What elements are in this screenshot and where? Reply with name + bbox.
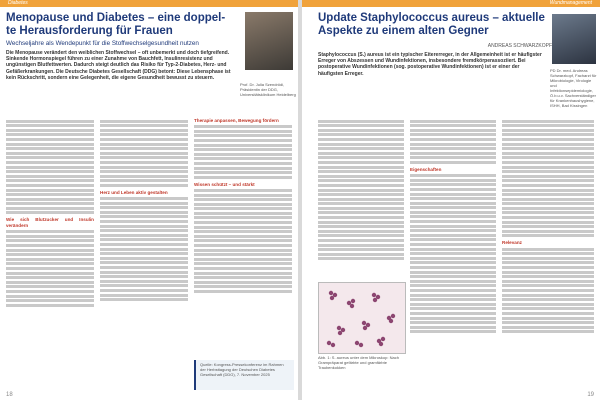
text-line — [100, 280, 188, 283]
text-line — [410, 174, 496, 177]
text-line — [6, 143, 94, 146]
text-line — [6, 138, 94, 141]
page-number-right: 19 — [587, 392, 594, 398]
text-line — [194, 167, 292, 170]
text-line — [318, 170, 404, 173]
text-line — [502, 284, 594, 287]
text-line — [100, 202, 188, 205]
text-line — [318, 221, 404, 224]
text-line — [194, 189, 292, 192]
text-column-2 — [100, 118, 188, 390]
text-line — [194, 235, 292, 238]
text-line — [502, 230, 594, 233]
text-line — [100, 284, 188, 287]
text-line — [6, 276, 94, 279]
text-line — [502, 252, 594, 255]
text-line — [194, 221, 292, 224]
text-line — [410, 138, 496, 141]
text-line — [410, 161, 496, 164]
text-line — [194, 157, 292, 160]
text-line — [194, 230, 292, 233]
source-note: Quelle: Kongress-Pressekonferenz im Rahmen der Herbsttagung der Deutschen Diabetes Gesellschaft (DDG), 7. November 2025 — [200, 362, 284, 377]
text-line — [502, 261, 594, 264]
text-line — [194, 194, 292, 197]
text-line — [6, 239, 94, 242]
text-line — [502, 266, 594, 269]
text-line — [502, 120, 594, 123]
lead-paragraph: Die Menopause verändert den weiblichen Stoffwechsel – oft unbemerkt und doch tiefgreifend. Sinkende Hormonspiegel führen zu einer Zunahme von Bauchfett, Insulinresistenz und ungünstigen Blutfettwerten. Dadurch steigt deutlich das Risiko für Typ-2-Diabetes, Herz- und Gefäßerkrankungen. Die Deutsche Diabetes Gesellschaft (DDG) betont: Diese Lebensphase ist kein Rückschritt, sondern eine Gelegenheit, die eigene Gesundheit bewusst zu steuern. — [6, 50, 231, 81]
text-line — [100, 238, 188, 241]
text-line — [6, 170, 94, 173]
text-line — [100, 257, 188, 260]
text-line — [6, 304, 94, 307]
text-line — [100, 129, 188, 132]
text-line — [318, 239, 404, 242]
text-column-2 — [410, 118, 496, 390]
text-line — [100, 166, 188, 169]
text-line — [194, 171, 292, 174]
text-line — [194, 153, 292, 156]
text-line — [6, 198, 94, 201]
text-line — [502, 211, 594, 214]
text-line — [100, 215, 188, 218]
title-line-2: te Herausforderung für Frauen — [6, 25, 173, 37]
text-line — [194, 207, 292, 210]
text-line — [100, 197, 188, 200]
text-line — [100, 152, 188, 155]
text-line — [410, 303, 496, 306]
text-line — [502, 193, 594, 196]
text-line — [6, 258, 94, 261]
text-line — [410, 193, 496, 196]
text-line — [6, 202, 94, 205]
author-name: ANDREAS SCHWARZKOPF — [487, 43, 552, 49]
text-line — [100, 234, 188, 237]
text-line — [410, 211, 496, 214]
text-line — [194, 267, 292, 270]
text-line — [410, 220, 496, 223]
text-column-1 — [6, 118, 94, 390]
subheading-relevance: Relevanz — [502, 240, 522, 246]
text-line — [6, 124, 94, 127]
text-line — [502, 312, 594, 315]
text-line — [6, 262, 94, 265]
article-title — [318, 12, 548, 38]
text-line — [6, 272, 94, 275]
text-line — [194, 276, 292, 279]
text-line — [194, 216, 292, 219]
section-tag: Diabetes — [8, 0, 28, 6]
photo-caption: PD Dr. med. Andreas Schwarzkopf, Facharzt für Mikrobiologie, Virologie und Infektionsepidemiologie, Ö.b.u.v. Sachverständiger für Krankenhaushygiene, ISHH, Bad Kissingen — [550, 68, 597, 108]
text-line — [6, 179, 94, 182]
text-line — [410, 243, 496, 246]
text-line — [502, 152, 594, 155]
text-line — [6, 129, 94, 132]
text-line — [6, 230, 94, 233]
subheading-properties: Eigenschaften — [410, 166, 442, 172]
subheading-therapy: Therapie anpassen, Bewegung fördern — [194, 118, 279, 123]
text-line — [410, 147, 496, 150]
text-line — [410, 317, 496, 320]
text-line — [318, 193, 404, 196]
text-line — [194, 203, 292, 206]
text-line — [100, 229, 188, 232]
text-line — [410, 238, 496, 241]
text-line — [410, 326, 496, 329]
text-line — [194, 281, 292, 284]
text-line — [194, 290, 292, 293]
top-band — [0, 0, 298, 7]
text-line — [6, 290, 94, 293]
text-line — [318, 189, 404, 192]
subheading-heart: Herz und Leben aktiv gestalten — [100, 189, 168, 195]
text-line — [318, 120, 404, 123]
text-line — [100, 206, 188, 209]
text-line — [410, 289, 496, 292]
text-line — [502, 330, 594, 333]
text-line — [6, 235, 94, 238]
text-line — [410, 120, 496, 123]
text-line — [410, 133, 496, 136]
text-line — [410, 330, 496, 333]
text-line — [194, 272, 292, 275]
text-line — [6, 133, 94, 136]
text-line — [6, 285, 94, 288]
text-line — [194, 125, 292, 128]
text-line — [318, 138, 404, 141]
text-line — [100, 289, 188, 292]
text-line — [100, 133, 188, 136]
text-line — [410, 129, 496, 132]
text-line — [100, 294, 188, 297]
text-line — [318, 257, 404, 260]
text-line — [318, 184, 404, 187]
text-line — [502, 147, 594, 150]
text-line — [410, 124, 496, 127]
text-line — [194, 198, 292, 201]
lead-paragraph: Staphylococcus (S.) aureus ist ein typischer Eitererreger, in der Allgemeinheit ist er häufigster Erreger von Abszessen und Wundinfektionen, insbesondere fremdkörperassoziiert. Bei postoperative Wundinfektionen (sog. postoperative Wundinfektionen) ist er einer der häufigsten Erreger. — [318, 52, 542, 77]
text-line — [318, 133, 404, 136]
text-line — [410, 257, 496, 260]
text-line — [502, 143, 594, 146]
text-line — [502, 271, 594, 274]
text-line — [194, 258, 292, 261]
text-line — [100, 138, 188, 141]
text-line — [502, 221, 594, 224]
text-column-1 — [318, 118, 404, 278]
text-line — [318, 124, 404, 127]
text-line — [502, 202, 594, 205]
text-line — [6, 147, 94, 150]
text-line — [318, 253, 404, 256]
text-line — [318, 211, 404, 214]
text-line — [410, 266, 496, 269]
text-line — [100, 124, 188, 127]
text-line — [100, 143, 188, 146]
text-line — [502, 280, 594, 283]
text-line — [194, 226, 292, 229]
text-line — [194, 249, 292, 252]
text-line — [100, 271, 188, 274]
title-line-1: Update Staphylococcus aureus – aktuelle — [318, 12, 545, 24]
text-line — [6, 120, 94, 123]
text-line — [502, 234, 594, 237]
text-line — [6, 184, 94, 187]
text-line — [502, 207, 594, 210]
text-line — [194, 176, 292, 179]
text-line — [410, 179, 496, 182]
text-line — [502, 166, 594, 169]
text-line — [410, 321, 496, 324]
text-line — [502, 225, 594, 228]
text-line — [410, 261, 496, 264]
text-line — [410, 152, 496, 155]
text-line — [100, 261, 188, 264]
text-line — [502, 129, 594, 132]
text-line — [410, 188, 496, 191]
text-line — [6, 244, 94, 247]
text-line — [318, 129, 404, 132]
text-line — [410, 312, 496, 315]
text-line — [318, 198, 404, 201]
text-line — [100, 266, 188, 269]
left-page — [0, 0, 298, 400]
page-number-left: 18 — [6, 392, 13, 398]
text-line — [502, 257, 594, 260]
text-line — [194, 144, 292, 147]
text-column-3 — [502, 118, 594, 390]
text-line — [6, 161, 94, 164]
text-line — [194, 253, 292, 256]
text-line — [502, 298, 594, 301]
text-line — [6, 299, 94, 302]
text-line — [6, 207, 94, 210]
section-tag: Wundmanagement — [549, 0, 592, 6]
text-line — [194, 148, 292, 151]
text-line — [100, 275, 188, 278]
text-line — [194, 130, 292, 133]
text-line — [502, 303, 594, 306]
text-line — [100, 184, 188, 187]
text-line — [194, 134, 292, 137]
text-line — [318, 230, 404, 233]
text-line — [502, 156, 594, 159]
text-line — [318, 216, 404, 219]
text-line — [410, 307, 496, 310]
text-line — [318, 156, 404, 159]
article-subtitle: Wechseljahre als Wendepunkt für die Stoffwechselgesundheit nutzen — [6, 40, 199, 47]
text-line — [194, 162, 292, 165]
text-line — [410, 143, 496, 146]
author-photo — [245, 12, 293, 70]
text-line — [6, 211, 94, 214]
title-line-2: Aspekte zu einem alten Gegner — [318, 25, 489, 37]
text-line — [410, 275, 496, 278]
text-line — [502, 248, 594, 251]
text-line — [6, 175, 94, 178]
text-line — [502, 179, 594, 182]
text-line — [502, 317, 594, 320]
text-line — [502, 124, 594, 127]
text-line — [100, 225, 188, 228]
text-line — [410, 284, 496, 287]
article-title — [6, 12, 241, 38]
text-line — [6, 267, 94, 270]
text-line — [6, 253, 94, 256]
text-line — [318, 175, 404, 178]
staphylococcus-image — [319, 283, 405, 353]
text-line — [410, 234, 496, 237]
text-line — [318, 161, 404, 164]
text-line — [100, 248, 188, 251]
text-line — [502, 184, 594, 187]
right-page — [302, 0, 600, 400]
text-line — [410, 197, 496, 200]
text-line — [6, 152, 94, 155]
text-line — [502, 307, 594, 310]
text-line — [6, 156, 94, 159]
text-line — [6, 193, 94, 196]
text-line — [502, 294, 594, 297]
text-line — [194, 244, 292, 247]
text-line — [318, 225, 404, 228]
text-line — [410, 229, 496, 232]
text-line — [502, 161, 594, 164]
micrograph-figure — [318, 282, 406, 354]
author-photo — [552, 14, 596, 64]
text-line — [100, 252, 188, 255]
text-line — [410, 202, 496, 205]
text-line — [318, 234, 404, 237]
title-line-1: Menopause und Diabetes – eine doppel- — [6, 12, 226, 24]
text-line — [318, 152, 404, 155]
text-line — [410, 280, 496, 283]
text-line — [502, 216, 594, 219]
text-line — [410, 248, 496, 251]
text-line — [100, 243, 188, 246]
text-line — [502, 326, 594, 329]
text-line — [502, 289, 594, 292]
subheading-knowledge: Wissen schützt – und stärkt — [194, 181, 255, 187]
text-line — [318, 244, 404, 247]
text-line — [410, 294, 496, 297]
text-line — [194, 285, 292, 288]
text-line — [410, 183, 496, 186]
text-line — [6, 166, 94, 169]
source-box — [194, 360, 294, 390]
text-line — [100, 298, 188, 301]
text-line — [100, 179, 188, 182]
text-line — [410, 156, 496, 159]
text-line — [410, 252, 496, 255]
text-line — [100, 170, 188, 173]
text-line — [410, 225, 496, 228]
text-line — [194, 139, 292, 142]
text-line — [100, 120, 188, 123]
text-line — [6, 295, 94, 298]
text-line — [502, 138, 594, 141]
text-line — [6, 189, 94, 192]
text-line — [100, 161, 188, 164]
text-line — [502, 170, 594, 173]
text-line — [502, 175, 594, 178]
text-line — [194, 239, 292, 242]
text-line — [318, 248, 404, 251]
text-line — [100, 175, 188, 178]
subheading-blood-sugar: Wie sich Blutzucker und Insulin verändern — [6, 217, 94, 229]
text-line — [318, 143, 404, 146]
text-line — [100, 211, 188, 214]
text-line — [410, 215, 496, 218]
text-line — [410, 206, 496, 209]
text-line — [502, 275, 594, 278]
text-line — [6, 281, 94, 284]
text-line — [502, 198, 594, 201]
text-line — [318, 207, 404, 210]
text-line — [318, 179, 404, 182]
text-line — [100, 147, 188, 150]
text-line — [410, 298, 496, 301]
text-line — [100, 220, 188, 223]
text-line — [194, 262, 292, 265]
body-text-placeholder — [0, 0, 1, 1]
text-line — [6, 249, 94, 252]
text-line — [100, 156, 188, 159]
text-line — [502, 189, 594, 192]
text-line — [194, 212, 292, 215]
text-line — [410, 271, 496, 274]
text-column-3 — [194, 118, 292, 390]
figure-caption: Abb. 1: S. aureus unter dem Mikroskop: Nach Grampräparat gefärbte und gramfärbte Traubenkokken — [318, 355, 399, 370]
text-line — [502, 133, 594, 136]
text-line — [318, 202, 404, 205]
photo-caption: Prof. Dr. Julia Szendrödi, Präsidentin der DDG, Universitätsklinikum Heidelberg — [240, 82, 296, 97]
text-line — [318, 147, 404, 150]
text-line — [318, 166, 404, 169]
text-line — [502, 321, 594, 324]
